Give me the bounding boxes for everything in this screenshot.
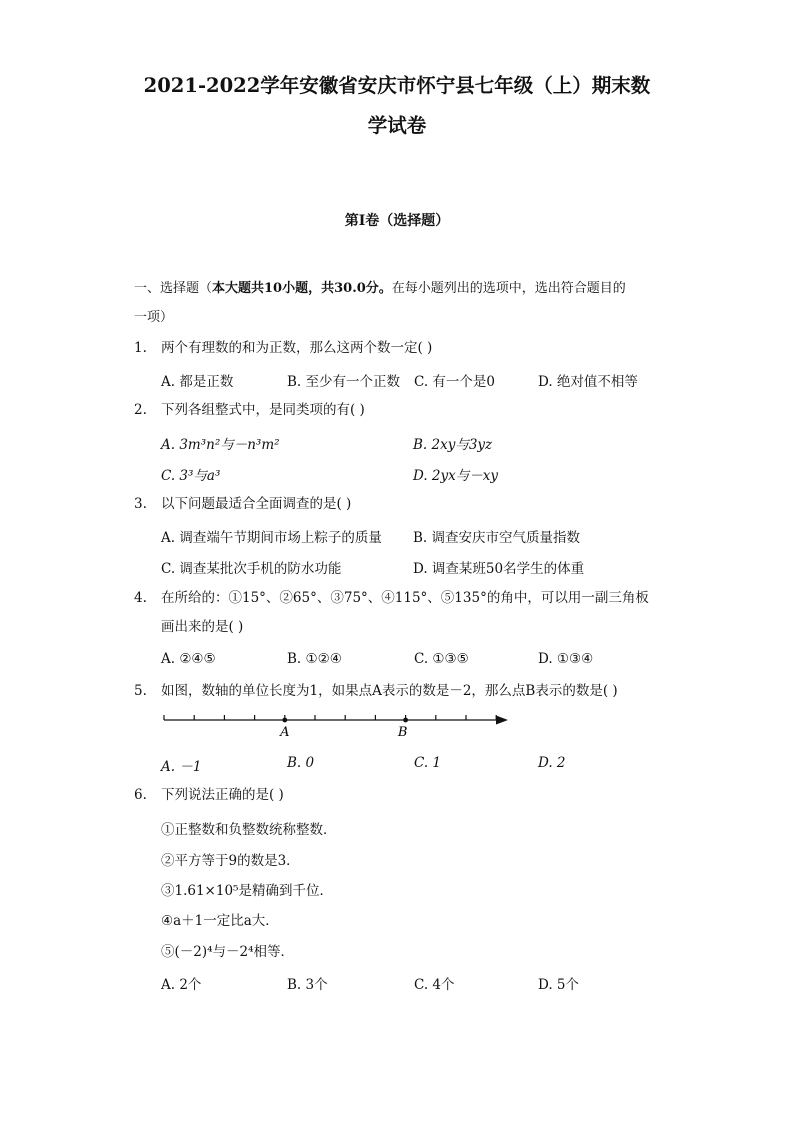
title-line-2: 学试卷 (367, 114, 427, 137)
point-b-label: B (397, 725, 408, 740)
option-d[interactable]: D. 5个 (538, 977, 580, 993)
option-d[interactable]: D. 2 (538, 755, 566, 771)
option-a[interactable]: A. ②④⑤ (161, 651, 216, 667)
part-line-2: 一项） (134, 310, 174, 325)
question-stem: 以下问题最适合全面调查的是( ) (161, 496, 352, 512)
option-c[interactable]: C. 4个 (414, 977, 455, 993)
option-c[interactable]: C. ①③⑤ (414, 651, 469, 667)
title-line-1: 2021-2022学年安徽省安庆市怀宁县七年级（上）期末数 (143, 74, 651, 97)
point-a-label: A (280, 725, 290, 740)
question-stem: 如图，数轴的单位长度为1，如果点A表示的数是－2，那么点B表示的数是( ) (161, 683, 618, 699)
question-number: 2. (134, 402, 147, 418)
statement-4: ④a＋1一定比a大． (161, 913, 279, 929)
option-b[interactable]: B. 至少有一个正数 (287, 374, 401, 390)
question-number: 4. (134, 590, 147, 606)
page-title (120, 66, 674, 146)
statement-1: ①正整数和负整数统称整数． (161, 822, 337, 838)
option-c[interactable]: C. 1 (414, 755, 442, 771)
question-number: 1. (134, 340, 147, 356)
option-c[interactable]: C. 有一个是0 (414, 374, 496, 390)
option-b[interactable]: B. 0 (287, 755, 315, 771)
question-number: 3. (134, 496, 147, 512)
option-c[interactable]: C. 3³与a³ (161, 468, 221, 484)
option-b[interactable]: B. 3个 (287, 977, 328, 993)
option-a[interactable]: A. 调查端午节期间市场上粽子的质量 (161, 530, 382, 546)
question-stem: 两个有理数的和为正数，那么这两个数一定( ) (161, 340, 433, 356)
section-heading: 第I卷（选择题） (344, 213, 450, 229)
question-number: 6. (134, 787, 147, 803)
option-a[interactable]: A. 都是正数 (161, 374, 234, 390)
part-prefix: 一、选择题（ (134, 281, 213, 296)
part-suffix: 在每小题列出的选项中，选出符合题目的 (391, 281, 626, 296)
question-stem: 下列说法正确的是( ) (161, 787, 284, 803)
number-line-arrow (496, 716, 508, 725)
statement-5: ⑤(－2)⁴与－2⁴相等． (161, 944, 295, 960)
statement-2: ②平方等于9的数是3． (161, 853, 300, 869)
option-b[interactable]: B. 调查安庆市空气质量指数 (413, 530, 581, 546)
option-d[interactable]: D. 绝对值不相等 (538, 374, 638, 390)
part-description (134, 274, 664, 332)
option-d[interactable]: D. ①③④ (538, 651, 594, 667)
option-d[interactable]: D. 2yx与－xy (413, 468, 498, 484)
statement-3: ③1.61×10⁵是精确到千位． (161, 883, 333, 899)
option-d[interactable]: D. 调查某班50名学生的体重 (413, 561, 585, 577)
question-number: 5. (134, 683, 147, 699)
number-line-figure (160, 708, 520, 742)
point-a-dot (282, 718, 287, 723)
part-bold-text: 本大题共10小题，共30.0分。 (212, 281, 392, 296)
option-b[interactable]: B. ①②④ (287, 651, 342, 667)
option-a[interactable]: A. 2个 (161, 977, 202, 993)
question-stem: 下列各组整式中，是同类项的有( ) (161, 402, 365, 418)
point-b-dot (403, 718, 408, 723)
option-c[interactable]: C. 调查某批次手机的防水功能 (161, 561, 342, 577)
option-b[interactable]: B. 2xy与3yz (413, 437, 493, 453)
option-a[interactable]: A. －1 (161, 759, 202, 775)
question-stem: 在所给的：①15°、②65°、③75°、④115°、⑤135°的角中，可以用一副三角板画出来的是( ) (161, 590, 649, 635)
option-a[interactable]: A. 3m³n²与－n³m² (161, 437, 280, 453)
